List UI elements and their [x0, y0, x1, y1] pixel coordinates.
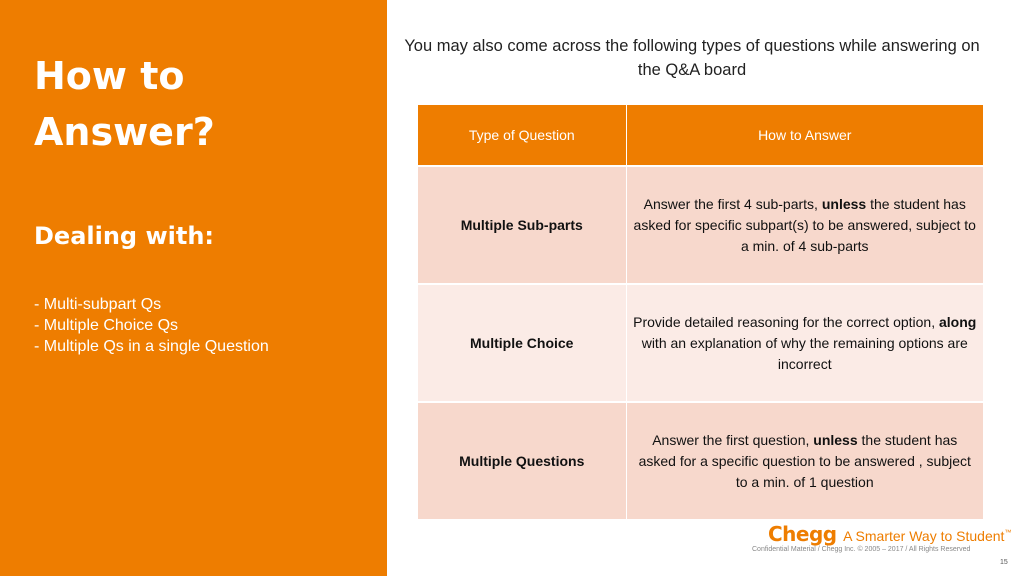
table-row: [418, 166, 983, 284]
answer-emphasis: along: [939, 313, 977, 330]
bullet-item: - Multiple Qs in a single Question: [34, 338, 269, 355]
title-line-1: How to: [34, 54, 185, 98]
bullet-list: [34, 294, 269, 357]
trademark-mark: ™: [1004, 529, 1012, 537]
question-type-cell: Multiple Choice: [418, 284, 626, 402]
header-type-of-question: Type of Question: [418, 104, 626, 166]
answer-text: the student has asked for a specific question to be answered , subject to a min. of 1 question: [638, 431, 971, 490]
legal-notice: Confidential Material / Chegg Inc. © 2005 – 2017 / All Rights Reserved: [752, 546, 971, 553]
table-row: [418, 284, 983, 402]
page-number: 15: [1000, 559, 1008, 566]
slide-subtitle: Dealing with:: [34, 222, 215, 250]
question-type-cell: Multiple Questions: [418, 402, 626, 519]
answer-text: with an explanation of why the remaining options are incorrect: [641, 334, 968, 372]
answer-emphasis: unless: [813, 431, 858, 448]
answer-cell: [626, 284, 983, 402]
intro-text: You may also come across the following types of questions while answering on the Q&A board: [404, 37, 980, 79]
bullet-item: - Multiple Choice Qs: [34, 317, 179, 334]
left-panel: [0, 0, 387, 576]
answer-text: Answer the first 4 sub-parts,: [643, 195, 822, 212]
question-types-table: [418, 103, 983, 519]
table-header-row: [418, 104, 983, 166]
title-line-2: Answer?: [34, 110, 215, 154]
answer-emphasis: unless: [821, 195, 867, 212]
answer-cell: [626, 402, 983, 519]
chegg-logo: Chegg: [768, 522, 837, 546]
slide-title: [34, 48, 215, 160]
chegg-brand: [768, 522, 1011, 546]
bullet-item: - Multi-subpart Qs: [34, 296, 162, 313]
table-row: [418, 402, 983, 519]
header-how-to-answer: How to Answer: [626, 104, 983, 166]
brand-tagline: A Smarter Way to Student: [843, 528, 1005, 544]
answer-text: Answer the first question,: [652, 431, 814, 448]
question-type-cell: Multiple Sub-parts: [418, 166, 626, 284]
answer-text: Provide detailed reasoning for the correct option,: [633, 313, 939, 330]
answer-cell: [626, 166, 983, 284]
answer-text: the student has asked for specific subpart(s) to be answered, subject to a min. of 4 sub-parts: [633, 195, 976, 254]
